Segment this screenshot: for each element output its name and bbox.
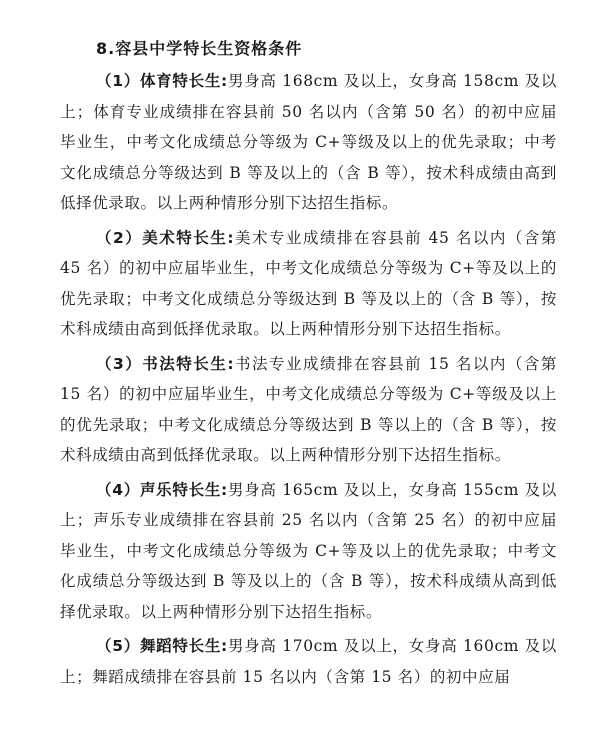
paragraph-label-art: （2）美术特长生: (96, 228, 235, 247)
paragraph-calligraphy (60, 349, 557, 471)
section-title: 8.容县中学特长生资格条件 (96, 39, 303, 58)
paragraph-label-calligraphy: （3）书法特长生: (96, 354, 235, 373)
paragraph-text-art: 美术专业成绩排在容县前 45 名以内（含第 45 名）的初中应届毕业生，中考文化成绩总分等级为 C+等及以上的优先录取；中考文化成绩总分等级达到 B 等及以上的（含 B 等），按术科成绩由高到低择优录取。以上两种情形分别下达招生指标。 (60, 228, 557, 338)
paragraph-text-dance: 男身高 170cm 及以上，女身高 160cm 及以上；舞蹈成绩排在容县前 15 名以内（含第 15 名）的初中应届 (60, 637, 557, 686)
paragraph-label-dance: （5）舞蹈特长生: (96, 637, 228, 655)
paragraph-dance (60, 631, 557, 692)
paragraph-text-sports: 男身高 168cm 及以上，女身高 158cm 及以上；体育专业成绩排在容县前 50 名以内（含第 50 名）的初中应届毕业生，中考文化成绩总分等级为 C+等级及以上的优先录取；中考文化成绩总分等级达到 B 等及以上的（含 B 等），按术科成绩由高到低择优录取。以上两种情形分别下达招生指标。 (60, 72, 557, 212)
paragraph-text-calligraphy: 书法专业成绩排在容县前 15 名以内（含第 15 名）的初中应届毕业生，中考文化成绩总分等级为 C+等级及以上的优先录取；中考文化成绩总分等级达到 B 等以上的（含 B 等），按术科成绩由高到低择优录取。以上两种情形分别下达招生指标。 (60, 354, 557, 464)
paragraph-vocal (60, 475, 557, 628)
paragraph-label-sports: （1）体育特长生: (96, 72, 228, 90)
paragraph-text-vocal: 男身高 165cm 及以上，女身高 155cm 及以上；声乐专业成绩排在容县前 25 名以内（含第 25 名）的初中应届毕业生，中考文化成绩总分等级为 C+等及以上的优先录取；中考文化成绩总分等级达到 B 等及以上的（含 B 等），按术科成绩从高到低择优录取。以上两种情形分别下达招生指标。 (60, 480, 557, 621)
paragraph-sports (60, 66, 557, 219)
paragraph-label-vocal: （4）声乐特长生: (96, 480, 228, 499)
paragraph-art (60, 223, 557, 345)
